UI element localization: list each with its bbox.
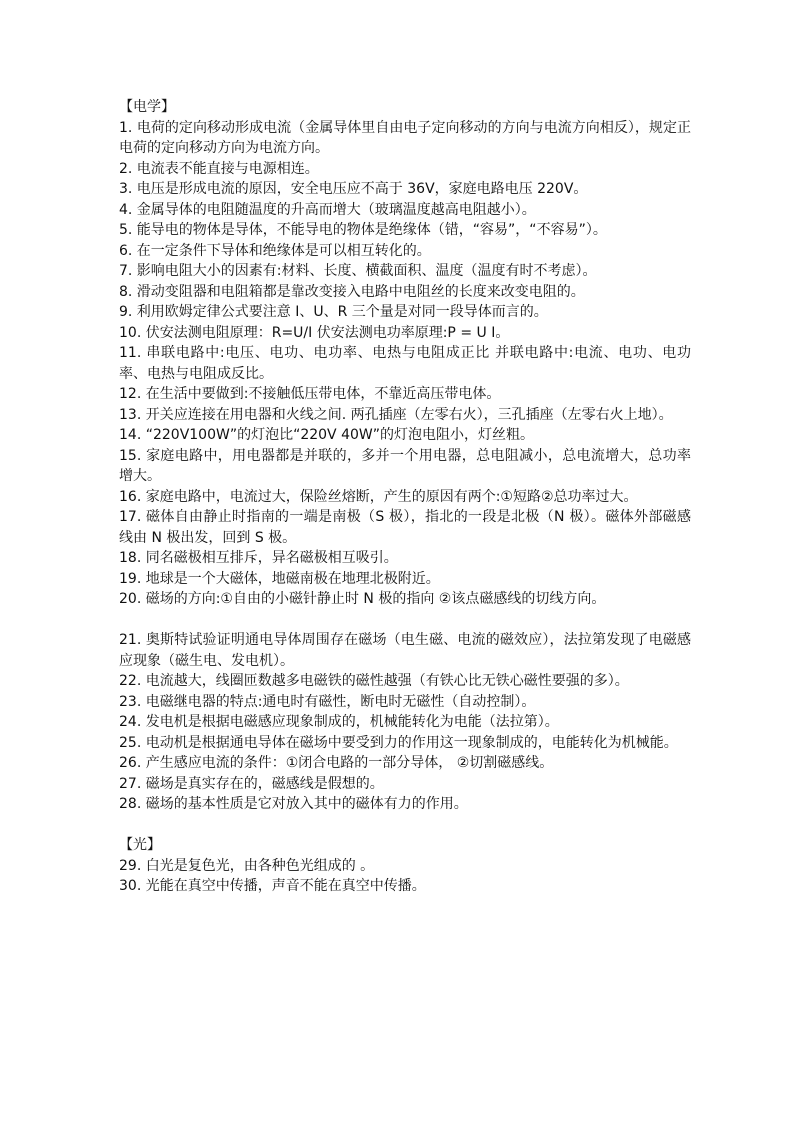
document-page xyxy=(119,97,691,897)
list-item: 11. 串联电路中:电压、电功、电功率、电热与电阻成正比 并联电路中:电流、电功、电功率、电热与电阻成反比。 xyxy=(119,345,691,382)
list-item: 14. “220V100W”的灯泡比“220V 40W”的灯泡电阻小，灯丝粗。 xyxy=(119,427,534,443)
list-item: 6. 在一定条件下导体和绝缘体是可以相互转化的。 xyxy=(119,242,431,259)
list-item: 30. 光能在真空中传播，声音不能在真空中传播。 xyxy=(119,878,426,894)
list-item: 13. 开关应连接在用电器和火线之间. 两孔插座（左零右火），三孔插座（左零右火上地）。 xyxy=(119,406,673,423)
list-item: 21. 奥斯特试验证明通电导体周围存在磁场（电生磁、电流的磁效应），法拉第发现了电磁感应现象（磁生电、发电机）。 xyxy=(119,632,691,669)
list-item: 17. 磁体自由静止时指南的一端是南极（S 极），指北的一段是北极（N 极）。磁体外部磁感线由 N 极出发，回到 S 极。 xyxy=(119,509,691,546)
list-item: 7. 影响电阻大小的因素有:材料、长度、横截面积、温度（温度有时不考虑）。 xyxy=(119,263,597,279)
list-item: 15. 家庭电路中，用电器都是并联的，多并一个用电器，总电阻减小，总电流增大，总功率增大。 xyxy=(119,447,691,484)
list-item: 24. 发电机是根据电磁感应现象制成的，机械能转化为电能（法拉第）。 xyxy=(119,714,559,730)
list-item: 1. 电荷的定向移动形成电流（金属导体里自由电子定向移动的方向与电流方向相反），规定正电荷的定向移动方向为电流方向。 xyxy=(119,119,691,156)
section-light xyxy=(119,835,691,897)
list-item: 2. 电流表不能直接与电源相连。 xyxy=(119,160,319,177)
list-item: 23. 电磁继电器的特点:通电时有磁性，断电时无磁性（自动控制）。 xyxy=(119,693,536,710)
blank-line xyxy=(119,610,691,631)
list-item: 5. 能导电的物体是导体，不能导电的物体是绝缘体（错，“容易”，“不容易”）。 xyxy=(119,222,607,238)
list-item: 22. 电流越大，线圈匝数越多电磁铁的磁性越强（有铁心比无铁心磁性要强的多）。 xyxy=(119,673,629,689)
blank-line xyxy=(119,815,691,836)
list-item: 18. 同名磁极相互排斥，异名磁极相互吸引。 xyxy=(119,550,398,566)
list-item: 19. 地球是一个大磁体，地磁南极在地理北极附近。 xyxy=(119,570,440,587)
section-title: 【电学】 xyxy=(119,99,175,115)
list-item: 12. 在生活中要做到:不接触低压带电体，不靠近高压带电体。 xyxy=(119,386,501,402)
list-item: 27. 磁场是真实存在的，磁感线是假想的。 xyxy=(119,775,384,792)
list-item: 25. 电动机是根据通电导体在磁场中要受到力的作用这一现象制成的，电能转化为机械能。 xyxy=(119,734,678,751)
list-item: 16. 家庭电路中，电流过大，保险丝熔断，产生的原因有两个:①短路②总功率过大。 xyxy=(119,488,638,505)
list-item: 3. 电压是形成电流的原因，安全电压应不高于 36V，家庭电路电压 220V。 xyxy=(119,181,588,197)
list-item: 10. 伏安法测电阻原理：R=U/I 伏安法测电功率原理:P = U I。 xyxy=(119,324,510,341)
list-item: 8. 滑动变阻器和电阻箱都是靠改变接入电路中电阻丝的长度来改变电阻的。 xyxy=(119,283,585,300)
section-electricity xyxy=(119,97,691,815)
section-title: 【光】 xyxy=(119,837,161,853)
list-item: 20. 磁场的方向:①自由的小磁针静止时 N 极的指向 ②该点磁感线的切线方向。 xyxy=(119,591,606,607)
list-item: 9. 利用欧姆定律公式要注意 I、U、R 三个量是对同一段导体而言的。 xyxy=(119,304,548,320)
list-item: 29. 白光是复色光，由各种色光组成的 。 xyxy=(119,857,375,874)
list-item: 28. 磁场的基本性质是它对放入其中的磁体有力的作用。 xyxy=(119,796,468,812)
list-item: 4. 金属导体的电阻随温度的升高而增大（玻璃温度越高电阻越小）。 xyxy=(119,201,536,218)
list-item: 26. 产生感应电流的条件：①闭合电路的一部分导体， ②切割磁感线。 xyxy=(119,755,554,771)
